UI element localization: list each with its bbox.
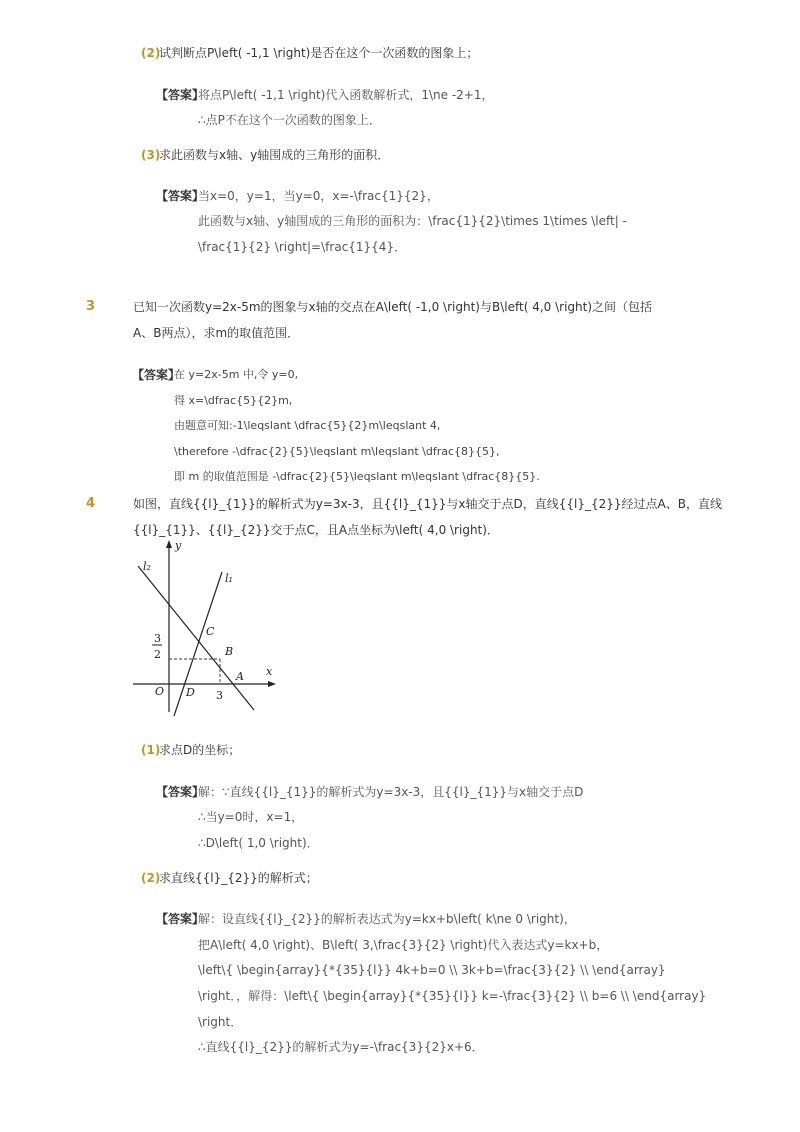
label-x-tick: 3 xyxy=(216,689,223,702)
x-axis-arrow xyxy=(268,681,276,687)
answer-label: 【答案】 xyxy=(156,88,205,102)
answer-line: 把A\left( 4,0 \right)、B\left( 3,\frac{3}{2} \right)代入表达式y=kx+b， xyxy=(198,938,609,952)
question-text: {{l}_{1}}、{{l}_{2}}交于点C，且A点坐标为\left( 4,0 \right)． xyxy=(133,523,499,537)
question-text: A、B两点），求m的取值范围． xyxy=(133,326,300,340)
answer-line: 得 x=\dfrac{5}{2}m, xyxy=(174,394,293,407)
label-fraction-denominator: 2 xyxy=(154,648,161,661)
answer-line: 解：设直线{{l}_{2}}的解析表达式为y=kx+b\left( k\ne 0 \right)， xyxy=(198,912,576,926)
answer-line: \therefore -\dfrac{2}{5}\leqslant m\leqslant \dfrac{8}{5}, xyxy=(174,445,500,458)
subquestion-number: (2) xyxy=(141,871,161,885)
answer-label: 【答案】 xyxy=(156,912,205,926)
answer-label: 【答案】 xyxy=(132,368,181,382)
answer-line: \frac{1}{2} \right|=\frac{1}{4}． xyxy=(198,240,407,254)
answer-line: \right．，解得：\left\{ \begin{array}{*{35}{l}} k=-\frac{3}{2} \\ b=6 \\ \end{array} xyxy=(198,989,707,1003)
answer-line: \left\{ \begin{array}{*{35}{l}} 4k+b=0 \\ 3k+b=\frac{3}{2} \\ \end{array} xyxy=(198,963,666,977)
question-text: 求此函数与x轴、y轴围成的三角形的面积． xyxy=(159,148,390,162)
label-point-c: C xyxy=(206,625,215,638)
label-x-axis: x xyxy=(266,665,273,678)
label-fraction-numerator: 3 xyxy=(154,632,161,645)
answer-line: ∴直线{{l}_{2}}的解析式为y=-\frac{3}{2}x+6． xyxy=(198,1040,484,1054)
label-point-a: A xyxy=(236,670,244,683)
question-text: 已知一次函数y=2x-5m的图象与x轴的交点在A\left( -1,0 \right)与B\left( 4,0 \right)之间（包括 xyxy=(133,300,653,314)
label-point-b: B xyxy=(225,645,234,658)
question-number: 3 xyxy=(86,299,96,314)
answer-line: ∴D\left( 1,0 \right)． xyxy=(198,836,319,850)
line-l1 xyxy=(174,572,222,716)
label-origin: O xyxy=(155,685,165,698)
question-text: 如图，直线{{l}_{1}}的解析式为y=3x-3，且{{l}_{1}}与x轴交于点D，直线{{l}_{2}}经过点A、B，直线 xyxy=(133,497,722,511)
answer-line: 将点P\left( -1,1 \right)代入函数解析式，1\ne -2+1， xyxy=(198,88,494,102)
answer-line: 在 y=2x-5m 中,令 y=0, xyxy=(174,368,299,381)
answer-line: ∴点P不在这个一次函数的图象上． xyxy=(198,113,381,127)
answer-line: 此函数与x轴、y轴围成的三角形的面积为：\frac{1}{2}\times 1\times \left| - xyxy=(198,214,627,228)
question-number: 4 xyxy=(86,496,96,511)
label-y-axis: y xyxy=(175,539,182,552)
subquestion-number: (2) xyxy=(141,46,161,60)
subquestion-number: (3) xyxy=(141,148,161,162)
answer-line: 当x=0，y=1，当y=0，x=-\frac{1}{2}， xyxy=(198,189,439,203)
subquestion-number: (1) xyxy=(141,743,161,757)
y-axis-arrow xyxy=(166,540,172,548)
label-point-d: D xyxy=(186,686,195,699)
answer-line: 解：∵直线{{l}_{1}}的解析式为y=3x-3，且{{l}_{1}}与x轴交于点D xyxy=(198,785,584,799)
answer-label: 【答案】 xyxy=(156,189,205,203)
label-l1: l₁ xyxy=(225,572,233,585)
label-l2: l₂ xyxy=(143,560,151,573)
coordinate-figure xyxy=(130,536,280,716)
question-text: 求直线{{l}_{2}}的解析式； xyxy=(159,871,318,885)
answer-line: \right． xyxy=(198,1015,243,1029)
answer-line: 由题意可知:-1\leqslant \dfrac{5}{2}m\leqslant 4, xyxy=(174,419,441,432)
answer-line: ∴当y=0时，x=1， xyxy=(198,810,304,824)
question-text: 试判断点P\left( -1,1 \right)是否在这个一次函数的图象上； xyxy=(159,46,479,60)
answer-line: 即 m 的取值范围是 -\dfrac{2}{5}\leqslant m\leqslant \dfrac{8}{5}. xyxy=(174,470,540,483)
answer-label: 【答案】 xyxy=(156,785,205,799)
question-text: 求点D的坐标； xyxy=(159,743,241,757)
